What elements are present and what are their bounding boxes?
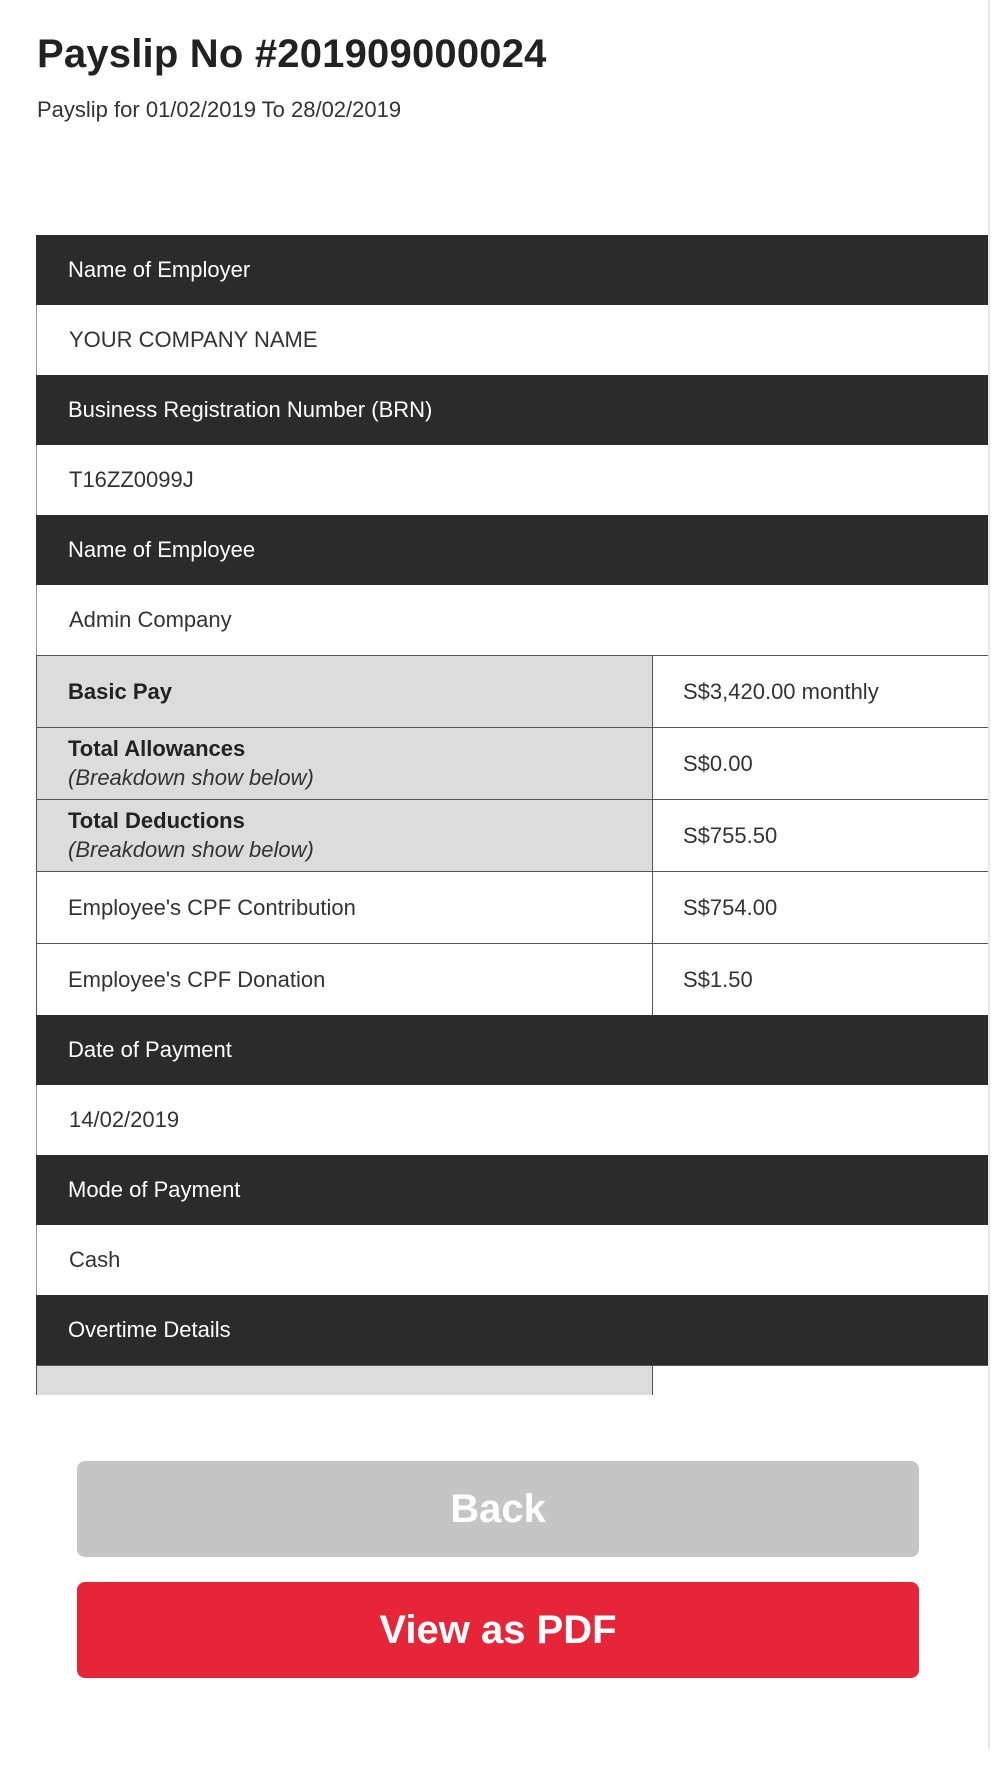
employer-header	[36, 235, 990, 305]
total-allowances-label-cell	[37, 728, 653, 799]
page-title: Payslip No #201909000024	[37, 32, 547, 76]
scroll-edge	[988, 0, 990, 1750]
payment-mode-label: Mode of Payment	[68, 1177, 241, 1202]
payment-date-label: Date of Payment	[68, 1037, 232, 1062]
brn-label: Business Registration Number (BRN)	[68, 397, 433, 422]
view-pdf-button[interactable]: View as PDF	[77, 1582, 919, 1678]
payment-mode-row	[36, 1225, 990, 1295]
total-allowances-value-cell	[653, 728, 990, 799]
cpf-contribution-value-cell	[653, 872, 990, 943]
cpf-donation-value: S$1.50	[683, 966, 753, 992]
total-deductions-value: S$755.50	[683, 822, 778, 848]
brn-header	[36, 375, 990, 445]
brn-row	[36, 445, 990, 515]
employee-header	[36, 515, 990, 585]
basic-pay-label-cell	[37, 656, 653, 727]
total-allowances-row	[36, 727, 990, 799]
basic-pay-value-cell	[653, 656, 990, 727]
total-deductions-label: Total Deductions	[68, 808, 245, 833]
total-deductions-note: (Breakdown show below)	[68, 837, 314, 862]
total-allowances-label: Total Allowances	[68, 736, 246, 761]
cpf-contribution-label: Employee's CPF Contribution	[68, 894, 356, 920]
payment-mode-value: Cash	[69, 1247, 121, 1272]
payment-date-header	[36, 1015, 990, 1085]
cpf-contribution-row	[36, 871, 990, 943]
payslip-period: Payslip for 01/02/2019 To 28/02/2019	[37, 97, 402, 122]
overtime-row-cut-off	[36, 1365, 990, 1395]
total-deductions-value-cell	[653, 800, 990, 871]
total-allowances-note: (Breakdown show below)	[68, 765, 314, 790]
overtime-row-label-cell	[37, 1366, 653, 1395]
basic-pay-value: S$3,420.00 monthly	[683, 678, 879, 704]
employer-value: YOUR COMPANY NAME	[69, 327, 318, 352]
payment-mode-header	[36, 1155, 990, 1225]
basic-pay-row	[36, 655, 990, 727]
employee-value: Admin Company	[69, 607, 232, 632]
payment-date-value: 14/02/2019	[69, 1107, 180, 1132]
employee-label: Name of Employee	[68, 537, 256, 562]
employer-label: Name of Employer	[68, 257, 251, 282]
cpf-contribution-value: S$754.00	[683, 894, 778, 920]
overtime-header	[36, 1295, 990, 1365]
total-deductions-label-cell	[37, 800, 653, 871]
cpf-contribution-label-cell	[37, 872, 653, 943]
overtime-row-value-cell	[653, 1366, 990, 1395]
payslip-table-scroll-area[interactable]	[36, 235, 990, 1395]
payment-date-row	[36, 1085, 990, 1155]
cpf-donation-label-cell	[37, 944, 653, 1015]
employee-row	[36, 585, 990, 655]
cpf-donation-row	[36, 943, 990, 1015]
back-button[interactable]: Back	[77, 1461, 919, 1557]
brn-value: T16ZZ0099J	[69, 467, 194, 492]
overtime-label: Overtime Details	[68, 1317, 231, 1342]
cpf-donation-value-cell	[653, 944, 990, 1015]
basic-pay-label: Basic Pay	[68, 678, 172, 704]
cpf-donation-label: Employee's CPF Donation	[68, 966, 326, 992]
total-deductions-row	[36, 799, 990, 871]
total-allowances-value: S$0.00	[683, 750, 753, 776]
employer-row	[36, 305, 990, 375]
